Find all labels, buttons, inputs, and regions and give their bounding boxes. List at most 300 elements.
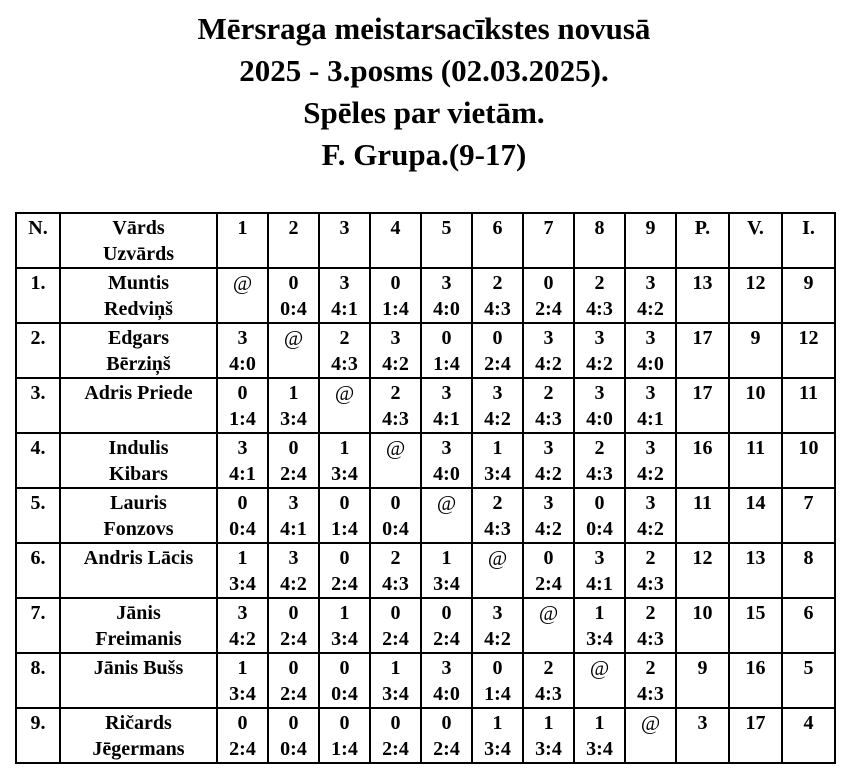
cell-line-top: 2 [594,437,605,459]
cell-line-top: 3 [594,547,605,569]
cell-line-bottom: 1:4 [484,683,511,705]
player-number [16,268,60,323]
player-row [16,323,835,378]
diagonal-at-symbol: @ [283,326,304,350]
cell-line-top: 0 [237,382,248,404]
cell-line-top: 15 [745,602,766,624]
matrix-cell-r3-c2 [268,378,319,433]
matrix-cell-r2-c2 [268,323,319,378]
matrix-cell-r9-c6 [472,708,523,763]
player-name [60,543,217,598]
cell-line-bottom [575,681,624,707]
cell-line-bottom: 2:4 [484,353,511,375]
cell-line-bottom [17,461,59,487]
cell-line-top: 4 [803,712,814,734]
cell-line-bottom: 0:4 [382,518,409,540]
cell-line-bottom: 0:4 [331,683,358,705]
cell-line-top: 3 [645,382,656,404]
cell-line-top: Jānis Bušs [93,657,184,679]
header-round-5: 5 [421,213,472,268]
matrix-cell-r1-c7 [523,268,574,323]
cell-line-bottom: 4:3 [637,628,664,650]
player-name [60,433,217,488]
player-row [16,598,835,653]
cell-line-top: 0 [339,657,350,679]
cell-line-top: 0 [543,547,554,569]
cell-line-bottom: 2:4 [433,628,460,650]
cell-line-bottom [61,406,216,432]
header-i: I. [782,213,835,268]
cell-line-bottom: 3:4 [433,573,460,595]
cell-line-bottom [783,626,834,652]
cell-line-top: 0 [441,327,452,349]
cell-line-top: 0 [492,657,503,679]
matrix-cell-r2-c5 [421,323,472,378]
tournament-crosstable [15,212,836,764]
cell-line-top: 1 [594,712,605,734]
cell-line-bottom: 3:4 [331,463,358,485]
matrix-cell-r6-c7 [523,543,574,598]
points-total [676,598,729,653]
cell-line-bottom: 3:4 [586,628,613,650]
player-row [16,543,835,598]
matrix-cell-r6-c1 [217,543,268,598]
cell-line-top: 2 [390,547,401,569]
points-total [676,488,729,543]
player-name [60,653,217,708]
cell-line-top: Jānis [116,602,161,624]
cell-line-top: 11 [693,492,712,514]
cell-line-bottom: 4:3 [382,573,409,595]
cell-line-bottom [783,571,834,597]
cell-line-bottom: 3:4 [484,738,511,760]
player-name [60,598,217,653]
cell-line-bottom [783,736,834,762]
cell-line-bottom: 4:0 [229,353,256,375]
cell-line-top: 3 [645,272,656,294]
matrix-cell-r3-c1 [217,378,268,433]
matrix-cell-r1-c4 [370,268,421,323]
v-total [729,433,782,488]
cell-line-bottom [61,681,216,707]
title-block [0,0,848,176]
cell-line-bottom [677,296,728,322]
header-round-9: 9 [625,213,676,268]
cell-line-top [626,709,675,736]
matrix-cell-r1-c6 [472,268,523,323]
matrix-cell-r3-c5 [421,378,472,433]
cell-line-top: 12 [745,272,766,294]
cell-line-bottom: 0:4 [229,518,256,540]
player-number [16,378,60,433]
cell-line-bottom: 4:3 [484,298,511,320]
matrix-cell-r4-c8 [574,433,625,488]
cell-line-top: 3 [645,492,656,514]
cell-line-bottom: 4:2 [637,518,664,540]
cell-line-bottom [17,626,59,652]
cell-line-bottom: 4:3 [586,298,613,320]
i-place [782,708,835,763]
cell-line-top: 3 [697,712,708,734]
cell-line-bottom [17,516,59,542]
matrix-cell-r4-c4 [370,433,421,488]
header-round-6: 6 [472,213,523,268]
cell-line-top: 5 [803,657,814,679]
player-row [16,433,835,488]
cell-line-top: 0 [390,712,401,734]
cell-line-top: 2 [645,547,656,569]
cell-line-bottom [730,626,781,652]
cell-line-top: 3 [543,327,554,349]
cell-line-top: 1 [594,602,605,624]
cell-line-top: 14 [745,492,766,514]
cell-line-top: 0 [288,657,299,679]
matrix-cell-r7-c6 [472,598,523,653]
player-name [60,323,217,378]
header-name [60,213,217,268]
cell-line-top: 1. [30,272,46,294]
player-number [16,708,60,763]
player-row [16,378,835,433]
matrix-cell-r9-c3 [319,708,370,763]
matrix-cell-r9-c9 [625,708,676,763]
cell-line-bottom [730,516,781,542]
cell-line-top: 2 [594,272,605,294]
player-name [60,488,217,543]
cell-line-top: 2 [645,602,656,624]
player-number [16,488,60,543]
cell-line-top: 3 [492,382,503,404]
cell-line-top: 1 [441,547,452,569]
header-round-4: 4 [370,213,421,268]
cell-line-top: 2 [339,327,350,349]
cell-line-bottom: Jēgermans [92,738,185,760]
cell-line-top: 0 [288,437,299,459]
matrix-cell-r2-c7 [523,323,574,378]
player-name [60,378,217,433]
cell-line-top: 0 [339,712,350,734]
cell-line-top [422,489,471,516]
matrix-cell-r5-c3 [319,488,370,543]
player-number [16,543,60,598]
cell-line-bottom [677,406,728,432]
v-total [729,268,782,323]
cell-line-bottom: 2:4 [382,738,409,760]
cell-line-bottom: 3:4 [586,738,613,760]
i-place [782,433,835,488]
matrix-cell-r3-c7 [523,378,574,433]
points-total [676,323,729,378]
player-name [60,268,217,323]
cell-line-top: 7 [803,492,814,514]
cell-line-bottom [677,516,728,542]
cell-line-bottom [783,516,834,542]
cell-line-top: Muntis [107,272,170,294]
cell-line-bottom [473,571,522,597]
cell-line-bottom [269,351,318,377]
header-round-2: 2 [268,213,319,268]
i-place [782,488,835,543]
cell-line-top: 6 [803,602,814,624]
header-number [16,213,60,268]
header-name-line2: Uzvārds [102,243,175,265]
cell-line-top: 9 [750,327,761,349]
matrix-cell-r4-c6 [472,433,523,488]
cell-line-bottom: 2:4 [433,738,460,760]
i-place [782,268,835,323]
matrix-cell-r8-c4 [370,653,421,708]
matrix-cell-r5-c7 [523,488,574,543]
points-total [676,268,729,323]
cell-line-bottom: 0:4 [280,298,307,320]
cell-line-bottom [677,626,728,652]
cell-line-top: 8. [30,657,46,679]
cell-line-top [218,269,267,296]
cell-line-bottom: 2:4 [382,628,409,650]
matrix-cell-r2-c6 [472,323,523,378]
matrix-cell-r3-c6 [472,378,523,433]
diagonal-at-symbol: @ [640,711,661,735]
player-name [60,708,217,763]
cell-line-bottom [677,681,728,707]
cell-line-bottom [677,461,728,487]
cell-line-top: 1 [390,657,401,679]
cell-line-top: 3 [492,602,503,624]
matrix-cell-r7-c8 [574,598,625,653]
cell-line-bottom [17,296,59,322]
cell-line-bottom: 4:2 [637,298,664,320]
cell-line-bottom [783,296,834,322]
cell-line-top: 3 [288,492,299,514]
cell-line-bottom: 4:3 [382,408,409,430]
cell-line-bottom: 2:4 [331,573,358,595]
cell-line-bottom: 1:4 [229,408,256,430]
matrix-cell-r7-c4 [370,598,421,653]
matrix-cell-r4-c7 [523,433,574,488]
matrix-cell-r8-c7 [523,653,574,708]
cell-line-top: 0 [237,712,248,734]
cell-line-top: 3 [441,437,452,459]
matrix-cell-r4-c9 [625,433,676,488]
cell-line-bottom [783,406,834,432]
matrix-cell-r7-c7 [523,598,574,653]
diagonal-at-symbol: @ [436,491,457,515]
header-points: P. [676,213,729,268]
cell-line-top: 8 [803,547,814,569]
cell-line-bottom: Freimanis [95,628,182,650]
header-number-spacer [17,241,59,267]
diagonal-at-symbol: @ [334,381,355,405]
cell-line-bottom: 4:2 [484,628,511,650]
matrix-cell-r6-c4 [370,543,421,598]
i-place [782,543,835,598]
matrix-cell-r6-c6 [472,543,523,598]
matrix-cell-r8-c5 [421,653,472,708]
matrix-cell-r2-c9 [625,323,676,378]
cell-line-bottom [17,406,59,432]
v-total [729,488,782,543]
v-total [729,653,782,708]
cell-line-bottom: 4:1 [433,408,460,430]
cell-line-bottom: Kibars [109,463,168,485]
cell-line-top: Adris Priede [84,382,193,404]
cell-line-bottom [730,681,781,707]
cell-line-bottom [783,351,834,377]
cell-line-top: 6. [30,547,46,569]
cell-line-bottom [730,461,781,487]
cell-line-top: 4. [30,437,46,459]
cell-line-top: 3 [339,272,350,294]
matrix-cell-r9-c5 [421,708,472,763]
cell-line-bottom [730,296,781,322]
cell-line-top: 0 [339,492,350,514]
header-round-8: 8 [574,213,625,268]
cell-line-top: 12 [692,547,713,569]
cell-line-bottom [677,571,728,597]
cell-line-top: 3 [645,437,656,459]
points-total [676,433,729,488]
matrix-cell-r6-c5 [421,543,472,598]
cell-line-bottom [422,516,471,542]
cell-line-top: 0 [339,547,350,569]
matrix-cell-r3-c9 [625,378,676,433]
cell-line-top: 3 [441,657,452,679]
player-row [16,653,835,708]
cell-line-bottom: 3:4 [331,628,358,650]
cell-line-bottom: 3:4 [229,573,256,595]
player-row [16,268,835,323]
cell-line-top: 3 [441,382,452,404]
cell-line-top: 7. [30,602,46,624]
cell-line-top: 3 [237,437,248,459]
player-row [16,488,835,543]
matrix-cell-r4-c1 [217,433,268,488]
player-number [16,323,60,378]
cell-line-top: 0 [288,712,299,734]
cell-line-top: 16 [692,437,713,459]
cell-line-bottom: 4:3 [586,463,613,485]
cell-line-top [320,379,369,406]
cell-line-bottom: 4:2 [382,353,409,375]
cell-line-top: 2 [543,382,554,404]
cell-line-bottom: 4:0 [637,353,664,375]
cell-line-top: 0 [390,272,401,294]
matrix-cell-r1-c9 [625,268,676,323]
cell-line-top: 0 [543,272,554,294]
cell-line-top: 17 [745,712,766,734]
cell-line-bottom [677,351,728,377]
matrix-cell-r5-c4 [370,488,421,543]
matrix-cell-r1-c8 [574,268,625,323]
cell-line-bottom [524,626,573,652]
cell-line-bottom [730,736,781,762]
cell-line-bottom [17,681,59,707]
matrix-cell-r5-c2 [268,488,319,543]
matrix-cell-r5-c5 [421,488,472,543]
title-line-3: Spēles par vietām. [303,95,545,130]
cell-line-top: 11 [799,382,818,404]
cell-line-bottom: 4:1 [229,463,256,485]
cell-line-top: 3 [288,547,299,569]
cell-line-top: 10 [798,437,819,459]
cell-line-bottom: 4:0 [433,683,460,705]
cell-line-top: 3 [594,327,605,349]
cell-line-bottom [783,681,834,707]
cell-line-top: 12 [798,327,819,349]
matrix-cell-r6-c9 [625,543,676,598]
cell-line-top: Ričards [105,712,172,734]
matrix-cell-r1-c2 [268,268,319,323]
cell-line-top: 0 [492,327,503,349]
cell-line-top: 0 [594,492,605,514]
diagonal-at-symbol: @ [589,656,610,680]
matrix-cell-r7-c1 [217,598,268,653]
cell-line-top: Indulis [108,437,169,459]
points-total [676,378,729,433]
cell-line-top: 1 [237,657,248,679]
title-line-4: F. Grupa.(9-17) [321,137,527,172]
cell-line-top: 3 [543,437,554,459]
matrix-cell-r6-c8 [574,543,625,598]
cell-line-top: Edgars [107,327,170,349]
cell-line-top: 17 [692,327,713,349]
player-number [16,653,60,708]
cell-line-bottom: 1:4 [331,518,358,540]
cell-line-bottom: 4:0 [433,298,460,320]
i-place [782,653,835,708]
matrix-cell-r3-c8 [574,378,625,433]
cell-line-bottom: 3:4 [484,463,511,485]
cell-line-top: 13 [745,547,766,569]
points-total [676,653,729,708]
cell-line-top: 0 [441,602,452,624]
cell-line-bottom: 4:3 [484,518,511,540]
cell-line-top: 3 [594,382,605,404]
cell-line-bottom: Redviņš [104,298,173,320]
cell-line-top: 1 [492,712,503,734]
title-line-2: 2025 - 3.posms (02.03.2025). [239,53,609,88]
cell-line-bottom [730,571,781,597]
cell-line-bottom: 4:3 [535,683,562,705]
matrix-cell-r8-c9 [625,653,676,708]
cell-line-top: 0 [288,272,299,294]
cell-line-top: 13 [692,272,713,294]
cell-line-top [524,599,573,626]
diagonal-at-symbol: @ [385,436,406,460]
matrix-cell-r3-c4 [370,378,421,433]
cell-line-bottom [218,296,267,322]
cell-line-top: 1 [288,382,299,404]
cell-line-bottom: Fonzovs [103,518,174,540]
cell-line-bottom: 3:4 [535,738,562,760]
cell-line-bottom [371,461,420,487]
cell-line-bottom: 4:2 [229,628,256,650]
cell-line-bottom: 4:3 [637,573,664,595]
cell-line-top: 0 [237,492,248,514]
cell-line-top: 9 [697,657,708,679]
cell-line-top: 16 [745,657,766,679]
player-number [16,598,60,653]
header-number-label: N. [28,217,48,239]
matrix-cell-r4-c5 [421,433,472,488]
cell-line-bottom: 4:0 [433,463,460,485]
diagonal-at-symbol: @ [538,601,559,625]
cell-line-bottom: 4:2 [535,518,562,540]
cell-line-bottom [730,351,781,377]
cell-line-top: 9 [803,272,814,294]
matrix-cell-r1-c1 [217,268,268,323]
cell-line-top [473,544,522,571]
